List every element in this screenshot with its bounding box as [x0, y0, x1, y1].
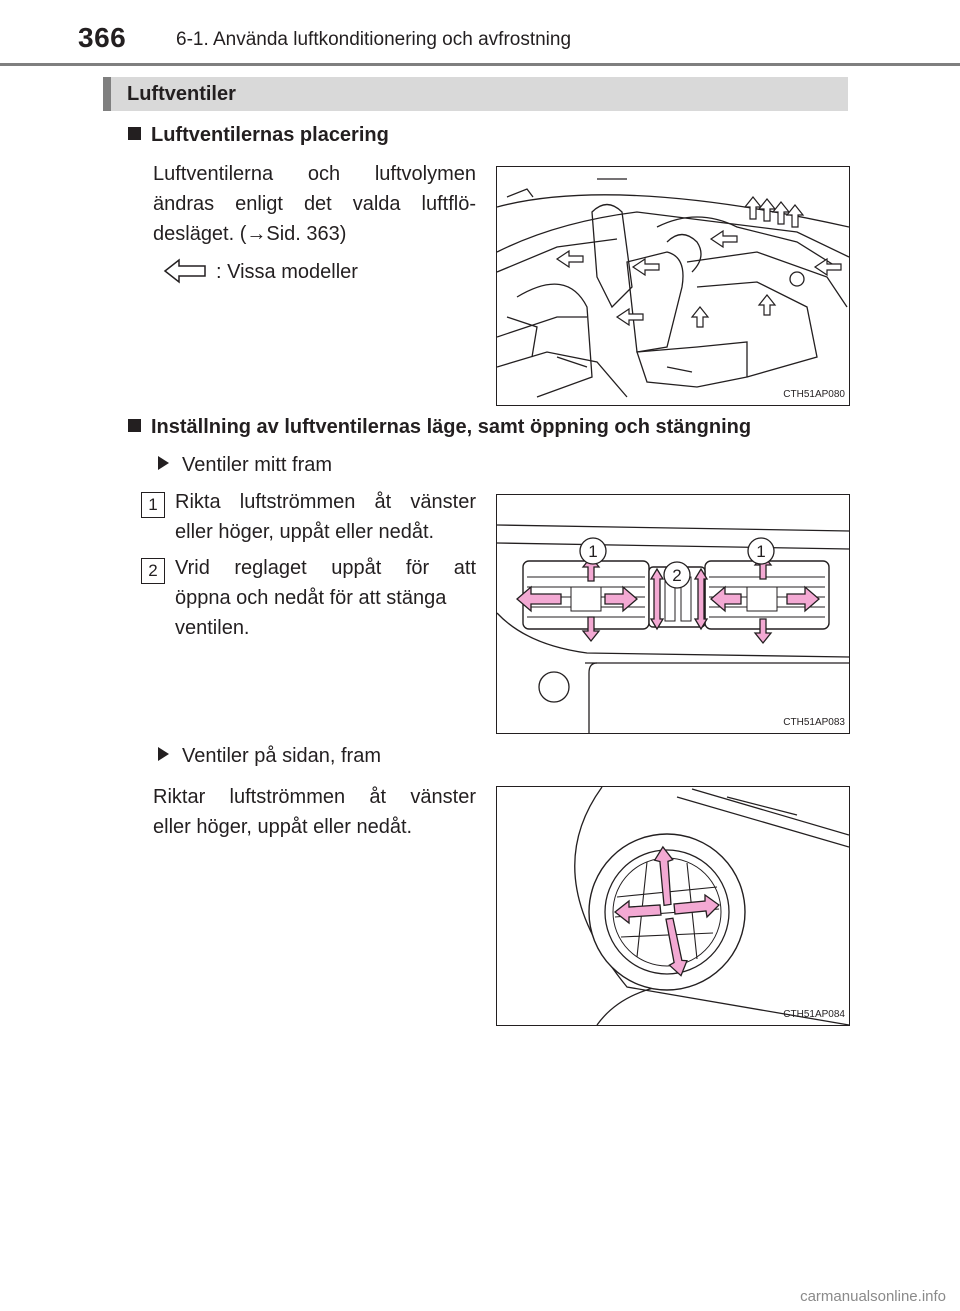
cabin-vents-figure	[496, 166, 850, 406]
section-title: Luftventiler	[127, 83, 236, 105]
side-line-1: Riktar luftströmmen åt vänster	[153, 786, 476, 808]
triangle-bullet-icon	[158, 456, 169, 470]
figure-code: CTH51AP084	[783, 1009, 845, 1020]
square-bullet-icon	[128, 127, 141, 140]
item-2-line-2: öppna och nedåt för att stänga	[175, 587, 447, 609]
header-rule	[0, 63, 960, 66]
adjust-heading	[128, 416, 751, 439]
front-side-label-text: Ventiler på sidan, fram	[182, 745, 381, 767]
figure-code: CTH51AP080	[783, 389, 845, 400]
item-2-line-3: ventilen.	[175, 617, 250, 639]
side-line-2: eller höger, uppåt eller nedåt.	[153, 816, 413, 838]
center-vents-figure	[496, 494, 850, 734]
step-number-2: 2	[141, 558, 165, 584]
chapter-title: 6-1. Använda luftkonditionering och avfrostning	[176, 29, 572, 50]
front-center-label	[158, 450, 332, 480]
adjust-heading-text: Inställning av luftventilernas läge, samt öppning och stängning	[151, 416, 752, 438]
step-number-1: 1	[141, 492, 165, 518]
page-number: 366	[78, 22, 127, 53]
front-center-label-text: Ventiler mitt fram	[182, 454, 333, 476]
placement-line-2: ändras enligt det valda luftflö-	[153, 193, 476, 215]
placement-line-3: desläget. (→Sid. 363)	[153, 223, 347, 245]
item-1-line-2: eller höger, uppåt eller nedåt.	[175, 521, 435, 543]
callout-1-right: 1	[756, 542, 766, 561]
front-side-label	[158, 741, 381, 771]
side-vent-figure	[496, 786, 850, 1026]
section-accent	[103, 77, 111, 111]
figure-code: CTH51AP083	[783, 717, 845, 728]
callout-2: 2	[672, 566, 682, 585]
placement-heading	[128, 124, 389, 147]
section-title-bar	[103, 77, 848, 111]
square-bullet-icon	[128, 419, 141, 432]
watermark: carmanualsonline.info	[800, 1288, 946, 1305]
item-1-line-1: Rikta luftströmmen åt vänster	[175, 491, 476, 513]
item-2-line-1: Vrid reglaget uppåt för att	[175, 557, 476, 579]
callout-1-left: 1	[588, 542, 598, 561]
placement-heading-text: Luftventilernas placering	[151, 124, 389, 146]
vent-arrow-legend-icon	[163, 257, 207, 290]
triangle-bullet-icon	[158, 747, 169, 761]
legend-label: : Vissa modeller	[216, 261, 358, 283]
placement-line-1: Luftventilerna och luftvolymen	[153, 163, 476, 185]
